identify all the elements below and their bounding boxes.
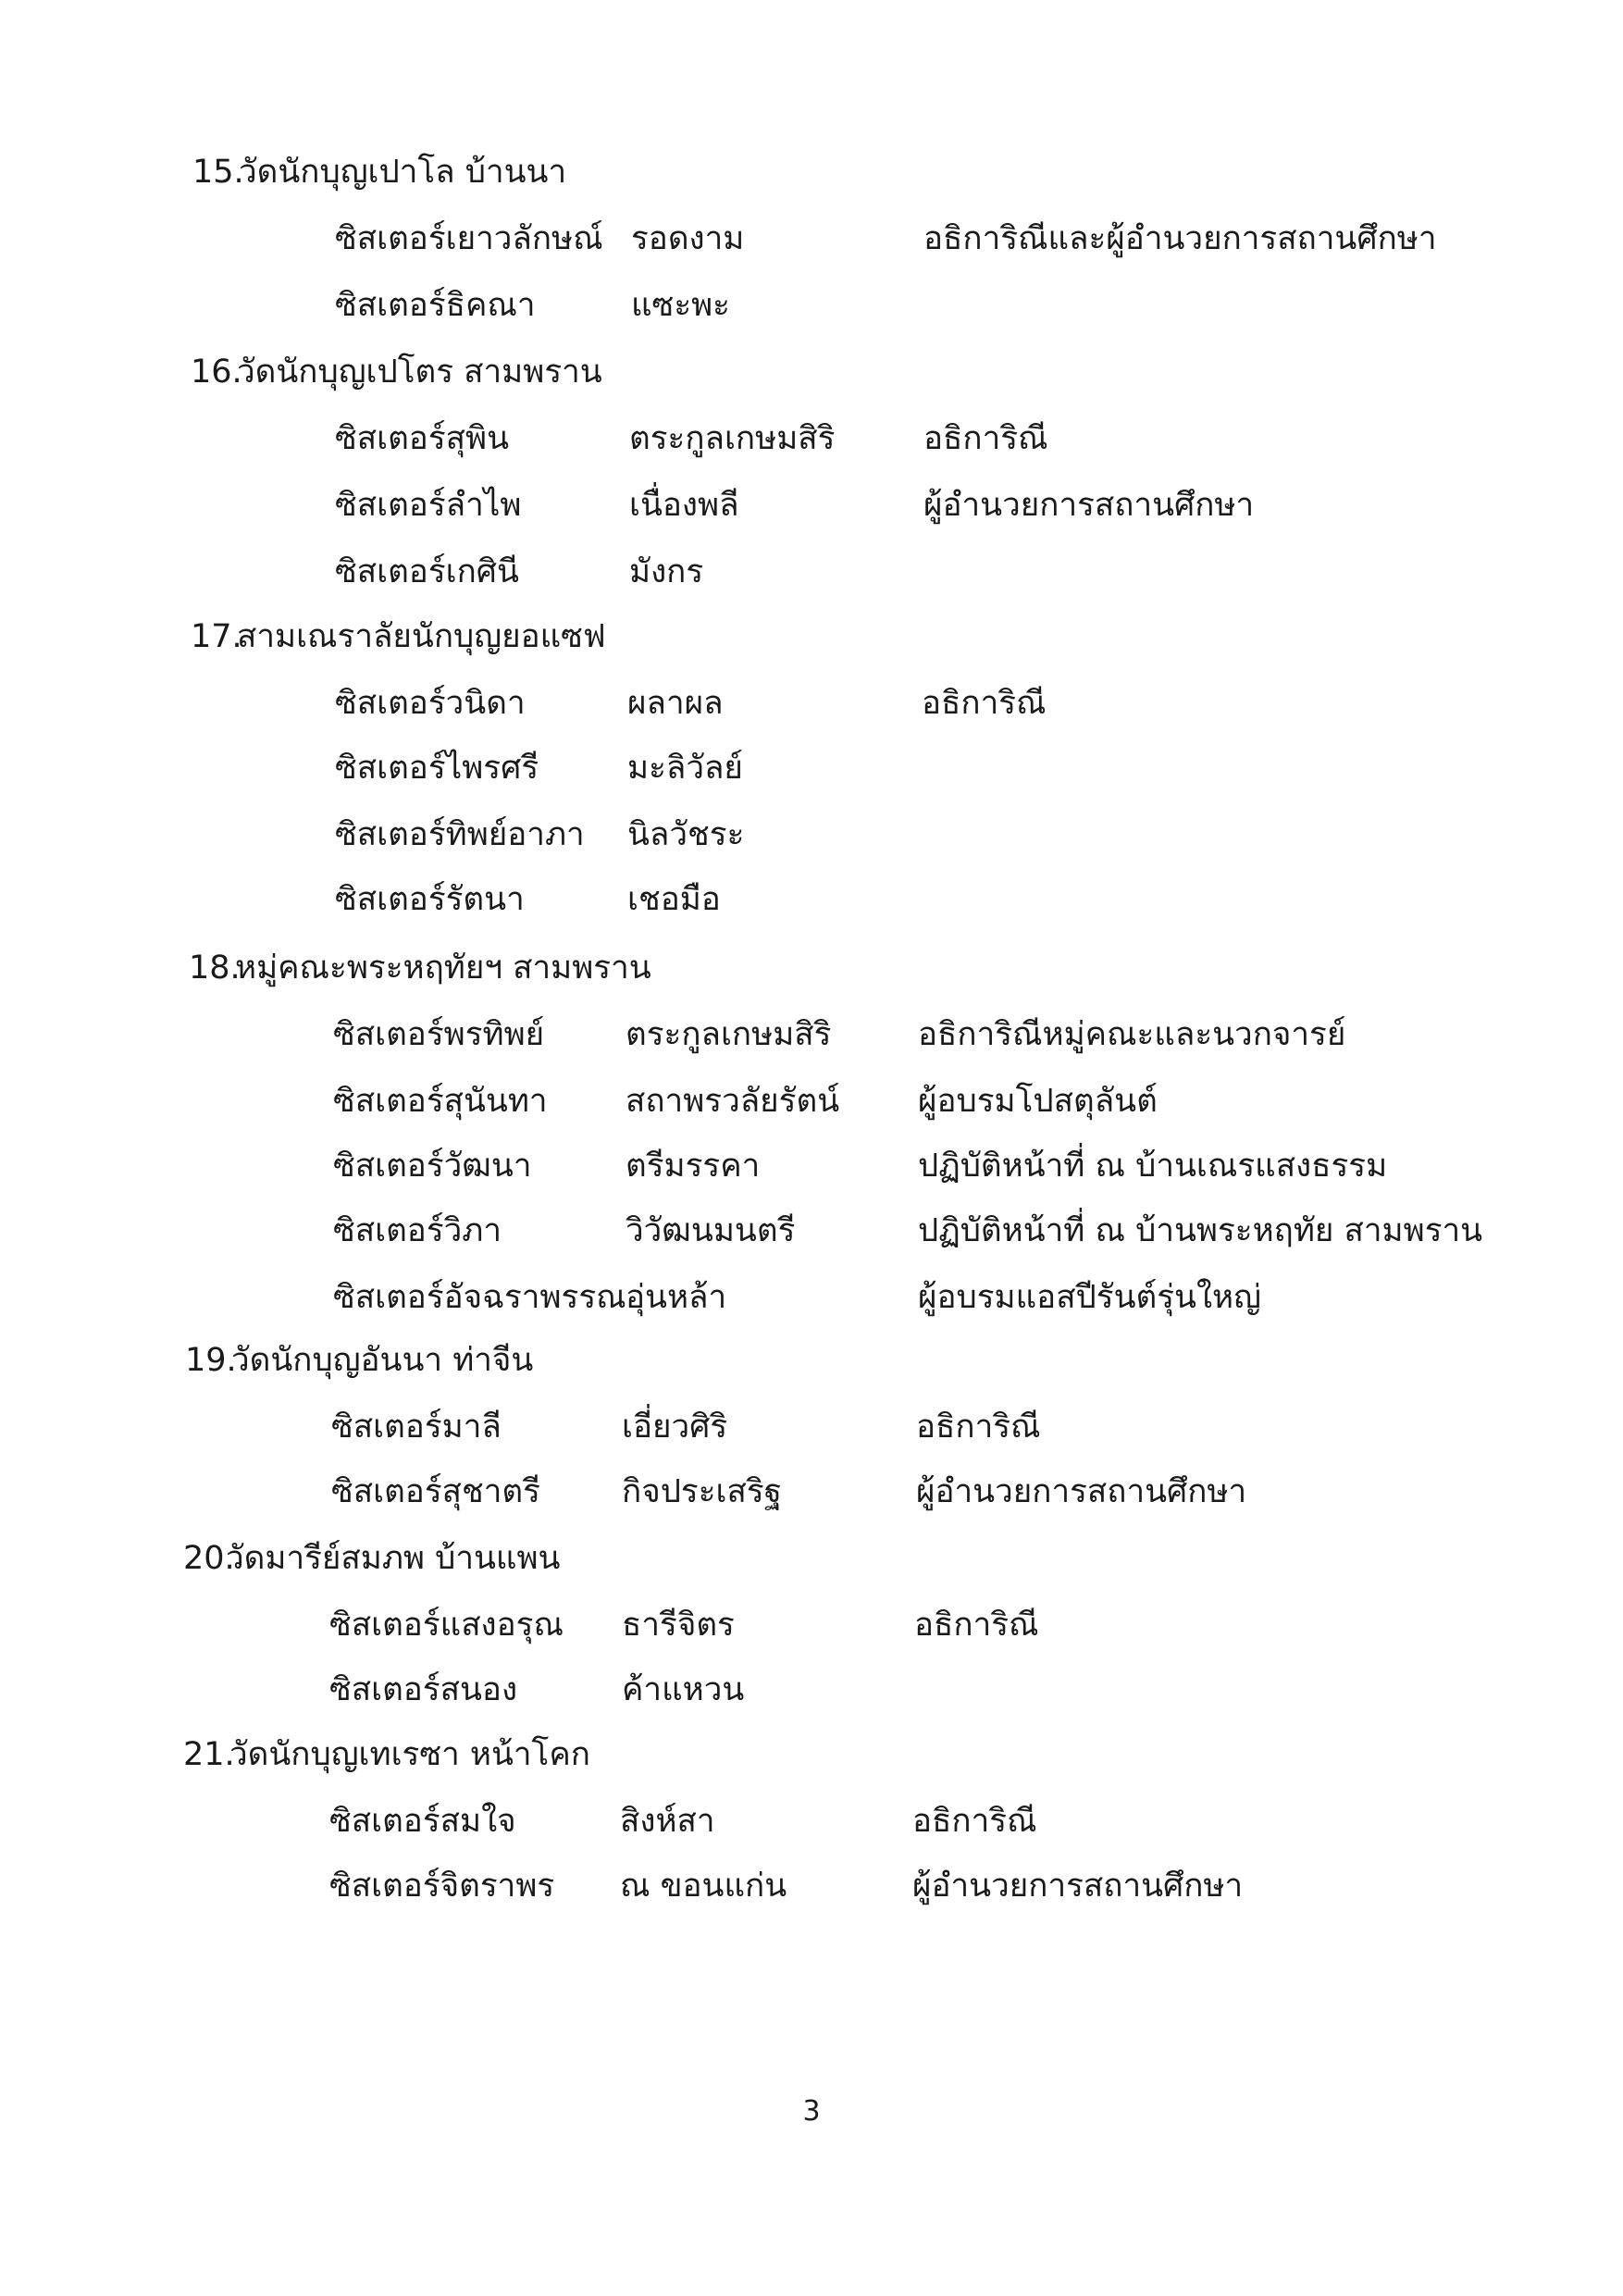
member-role: ผู้อำนวยการสถานศึกษา (916, 1473, 1247, 1510)
member-role: อธิการิณี (922, 685, 1047, 722)
member-first-name: ซิสเตอร์วัฒนา (333, 1148, 532, 1185)
section-title: สามเณราลัยนักบุญยอแซฟ (237, 618, 606, 655)
member-first-name: ซิสเตอร์เกศินี (335, 553, 519, 590)
member-role: ผู้อำนวยการสถานศึกษา (912, 1868, 1244, 1905)
member-first-name: ซิสเตอร์ธิคณา (335, 287, 536, 324)
member-first-name: ซิสเตอร์อัจฉราพรรณ (333, 1279, 626, 1316)
member-last-name: ผลาผล (627, 685, 724, 722)
member-last-name: เอี่ยวศิริ (622, 1409, 728, 1446)
member-first-name: ซิสเตอร์สุชาตรี (331, 1473, 540, 1510)
member-first-name: ซิสเตอร์พรทิพย์ (333, 1016, 545, 1053)
member-last-name: นิลวัชระ (627, 816, 745, 853)
section-title: หมู่คณะพระหฤทัยฯ สามพราน (235, 949, 651, 987)
member-last-name: กิจประเสริฐ (622, 1473, 782, 1510)
section-title: วัดนักบุญเปาโล บ้านนา (239, 154, 567, 191)
section-number: 15. (192, 154, 244, 191)
member-first-name: ซิสเตอร์สนอง (329, 1671, 518, 1708)
member-last-name: สิงห์สา (620, 1803, 715, 1840)
member-last-name: เนื่องพลี (629, 487, 739, 524)
member-role: ปฏิบัติหน้าที่ ณ บ้านพระหฤทัย สามพราน (918, 1212, 1483, 1249)
member-first-name: ซิสเตอร์สุนันทา (333, 1083, 548, 1120)
section-title: วัดมารีย์สมภพ บ้านแพน (226, 1540, 561, 1577)
section-number: 18. (189, 949, 241, 987)
section-title: วัดนักบุญเทเรซา หน้าโคก (229, 1736, 590, 1773)
member-role: ผู้อำนวยการสถานศึกษา (923, 487, 1255, 524)
member-first-name: ซิสเตอร์แสงอรุณ (329, 1607, 564, 1644)
section-number: 17. (191, 618, 242, 655)
member-first-name: ซิสเตอร์ไพรศรี (335, 750, 539, 787)
member-last-name: ตระกูลเกษมสิริ (629, 420, 836, 457)
member-first-name: ซิสเตอร์เยาวลักษณ์ (335, 220, 603, 257)
member-last-name: แซะพะ (631, 287, 730, 324)
member-last-name: วิวัฒนมนตรี (626, 1212, 796, 1249)
member-role: อธิการิณี (912, 1803, 1037, 1840)
section-number: 21. (183, 1736, 235, 1773)
member-last-name: มังกร (629, 553, 704, 590)
member-last-name: ตรีมรรคา (626, 1148, 761, 1185)
member-last-name: เชอมือ (627, 881, 721, 918)
member-role: ปฏิบัติหน้าที่ ณ บ้านเณรแสงธรรม (918, 1148, 1388, 1185)
section-number: 20. (183, 1540, 235, 1577)
member-first-name: ซิสเตอร์ทิพย์อาภา (335, 816, 585, 853)
member-first-name: ซิสเตอร์วนิดา (335, 685, 526, 722)
member-first-name: ซิสเตอร์มาลี (331, 1409, 502, 1446)
member-last-name: มะลิวัลย์ (627, 750, 743, 787)
page-number: 3 (802, 2095, 821, 2128)
member-first-name: ซิสเตอร์วิภา (333, 1212, 502, 1249)
member-role: อธิการิณี (914, 1607, 1039, 1644)
member-first-name: ซิสเตอร์ลำไพ (335, 487, 522, 524)
member-role: อธิการิณีหมู่คณะและนวกจารย์ (918, 1016, 1346, 1053)
member-last-name: ตระกูลเกษมสิริ (626, 1016, 832, 1053)
section-number: 19. (185, 1342, 237, 1379)
member-role: อธิการิณีและผู้อำนวยการสถานศึกษา (923, 220, 1437, 257)
section-number: 16. (191, 354, 242, 391)
member-last-name: อุ่นหล้า (626, 1279, 727, 1316)
member-last-name: ธารีจิตร (622, 1607, 735, 1644)
member-first-name: ซิสเตอร์สุพิน (335, 420, 509, 457)
member-first-name: ซิสเตอร์จิตราพร (329, 1868, 555, 1905)
member-last-name: ณ ขอนแก่น (620, 1868, 787, 1905)
member-role: ผู้อบรมโปสตุลันต์ (918, 1083, 1158, 1120)
member-last-name: รอดงาม (631, 220, 745, 257)
section-title: วัดนักบุญเปโตร สามพราน (237, 354, 602, 391)
member-last-name: ค้าแหวน (622, 1671, 745, 1708)
member-first-name: ซิสเตอร์รัตนา (335, 881, 525, 918)
member-last-name: สถาพรวลัยรัตน์ (626, 1083, 840, 1120)
section-title: วัดนักบุญอันนา ท่าจีน (231, 1342, 534, 1379)
member-first-name: ซิสเตอร์สมใจ (329, 1803, 516, 1840)
member-role: อธิการิณี (923, 420, 1048, 457)
member-role: ผู้อบรมแอสปีรันต์รุ่นใหญ่ (918, 1279, 1261, 1316)
member-role: อธิการิณี (916, 1409, 1041, 1446)
